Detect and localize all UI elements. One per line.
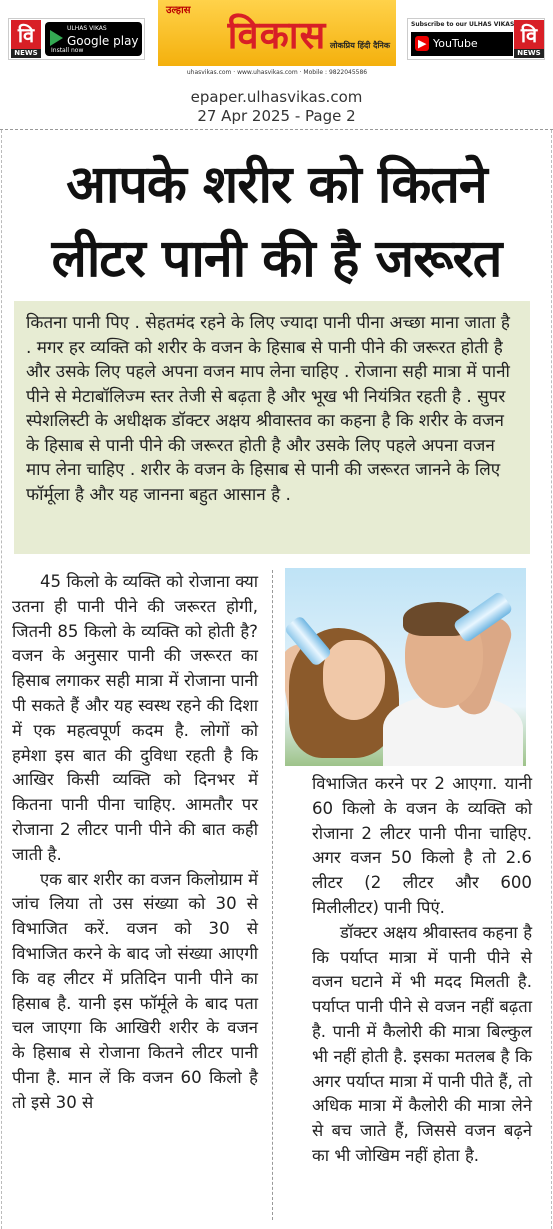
brand-logo-icon: वि NEWS: [514, 20, 544, 58]
brand-logo-icon: वि NEWS: [11, 20, 41, 58]
left-edge: [1, 130, 2, 1229]
google-play-badge[interactable]: [8, 18, 145, 60]
youtube-logo-icon: ▶: [415, 36, 429, 51]
article-headline: [10, 148, 543, 296]
article-intro: कितना पानी पिए . सेहतमंद रहने के लिए ज्यादा पानी पीना अच्छा माना जाता है . मगर हर व्यक्ति को शरीर के वजन के हिसाब से पानी पीने की जरूरत होती है और उसके लिए पहले अपना वजन माप लेना चाहिए . रोजाना सही मात्रा में पानी पीने से मेटाबॉलिज्म स्तर तेजी से बढ़ता है और भूख भी नियंत्रित रहती है . सुपर स्पेशलिस्टी के अधीक्षक डॉक्टर अक्षय श्रीवास्तव का कहना है कि शरीर के वजन के हिसाब से पानी पीने की जरूरत होती है और उसके लिए पहले अपना वजन माप लेना चाहिए . शरीर के वजन के हिसाब से पानी की जरूरत जानने के लिए फॉर्मूला है और यह जानना बहुत आसान है .: [14, 301, 530, 554]
newspaper-tagline: लोकप्रिय हिंदी दैनिक: [329, 41, 390, 50]
google-play-triangle-icon: [50, 30, 63, 46]
store-line1: ULHAS VIKAS: [67, 25, 107, 32]
paragraph: 45 किलो के व्यक्ति को रोजाना क्या उतना ही पानी पीने की जरूरत होगी, जितनी 85 किलो के व्यक्ति को होती है? वजन के अनुसार पानी की जरूरत का हिसाब लगाकर सही मात्रा में रोजाना पानी पी सकते हैं और यह स्वस्थ रहने की दिशा में एक महत्वपूर्ण कदम है. लोगों को हमेशा इस बात की दुविधा रहती है कि आखिर किसी व्यक्ति को दिनभर में कितना पानी पीना चाहिए. आमतौर पर रोजाना 2 लीटर पानी पीने की बात कही जाती है.: [12, 572, 258, 864]
store-line2: Google play: [67, 34, 139, 48]
article-column-right: [312, 772, 532, 1169]
column-divider: [272, 570, 273, 1220]
youtube-channel-label: YouTube Channel: [415, 37, 478, 74]
nameplate-prefix: उल्हास: [166, 5, 191, 16]
youtube-badge[interactable]: [407, 18, 545, 74]
paragraph: डॉक्टर अक्षय श्रीवास्तव कहना है कि पर्याप्त मात्रा में पानी पीने से वजन घटाने में भी मदद मिलती है. पर्याप्त पानी पीने से वजन नहीं बढ़ता है. पानी में कैलोरी की मात्रा बिल्कुल भी नहीं होती है. इसका मतलब है कि अगर पर्याप्त मात्रा में पानी पीते हैं, तो अधिक मात्रा में कैलोरी की मात्रा लेने से बच जाते हैं, जिससे वजन बढ़ने का भी जोखिम नहीं होता है.: [312, 922, 532, 1165]
google-play-button[interactable]: [45, 22, 142, 56]
headline-line1: आपके शरीर को कितने: [66, 155, 487, 215]
youtube-channel-button[interactable]: [411, 32, 513, 74]
article-photo: [285, 568, 526, 766]
headline-line2: लीटर पानी की है जरूरत: [51, 229, 502, 289]
paragraph: एक बार शरीर का वजन किलोग्राम में जांच लिया तो उस संख्या को 30 से विभाजित करें. वजन को 30 से विभाजित करने के बाद जो संख्या आएगी कि वह लीटर में प्रतिदिन पानी पीने का हिसाब है. यानी इस फॉर्मूले के बाद पता चल जाएगा कि आखिरी शरीर के वजन के हिसाब से रोजाना कितने लीटर पानी पीना है. मान लें कि वजन 60 किलो है तो इसे 30 से: [12, 869, 258, 1112]
masthead: [0, 0, 553, 84]
newspaper-name: विकास: [227, 12, 327, 57]
divider: [0, 129, 553, 130]
store-line3: Install now: [51, 47, 84, 54]
site-url: epaper.ulhasvikas.com: [190, 88, 363, 106]
paragraph: विभाजित करने पर 2 आएगा. यानी 60 किलो के वजन के व्यक्ति को रोजाना 2 लीटर पानी पीना चाहिए. अगर वजन 50 किलो है तो 2.6 लीटर (2 लीटर और 600 मिलीलीटर) पानी पिएं.: [312, 774, 532, 917]
newspaper-nameplate: [158, 0, 396, 80]
date-page: 27 Apr 2025 - Page 2: [197, 107, 356, 125]
article-column-left: [12, 570, 258, 1116]
nameplate-footer: uhasvikas.com · www.uhasvikas.com · Mobile : 9822045586: [158, 66, 396, 80]
right-edge: [551, 130, 552, 1229]
subscribe-text: Subscribe to our ULHAS VIKAS: [411, 21, 515, 28]
